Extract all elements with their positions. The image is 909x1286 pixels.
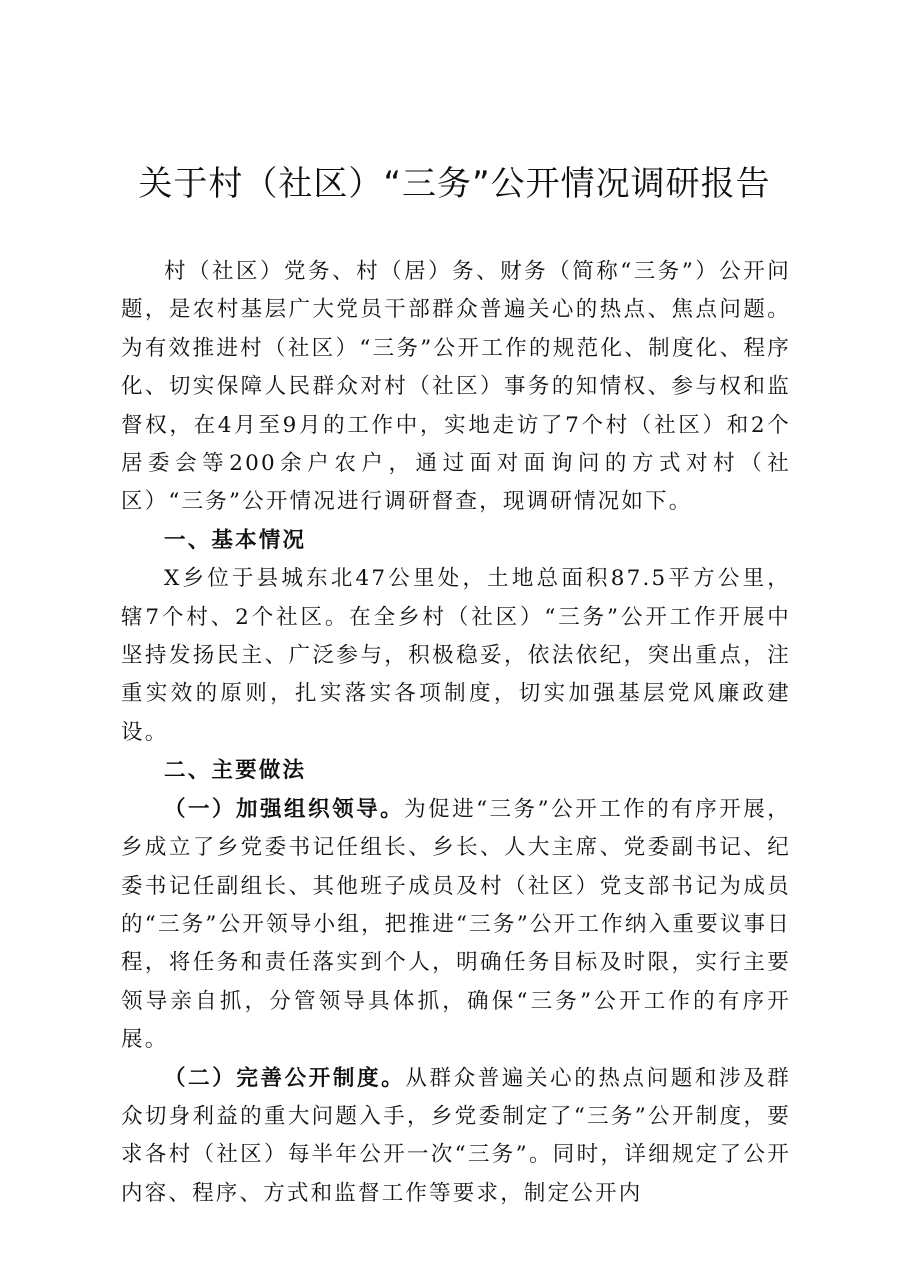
- section-heading-basic-situation: 一、基本情况: [164, 527, 307, 553]
- document-title: 关于村（社区）“三务”公开情况调研报告: [138, 164, 771, 204]
- section-heading-main-practices: 二、主要做法: [164, 758, 307, 784]
- practice-1-lead: （一）加强组织领导。: [164, 796, 405, 822]
- practice-paragraph-2: [121, 1060, 791, 1214]
- practice-1-text: 为促进“三务”公开工作的有序开展，乡成立了乡党委书记任组长、乡长、人大主席、党委副书记、纪委书记任副组长、其他班子成员及村（社区）党支部书记为成员的“三务”公开领导小组，把推进“三务”公开工作纳入重要议事日程，将任务和责任落实到个人，明确任务目标及时限，实行主要领导亲自抓，分管领导具体抓，确保“三务”公开工作的有序开展。: [121, 796, 791, 1053]
- practice-2-lead: （二）完善公开制度。: [164, 1065, 406, 1091]
- practice-paragraph-1: [121, 791, 791, 1060]
- intro-paragraph: 村（社区）党务、村（居）务、财务（简称“三务”）公开问题，是农村基层广大党员干部群众普遍关心的热点、焦点问题。为有效推进村（社区）“三务”公开工作的规范化、制度化、程序化、切实保障人民群众对村（社区）事务的知情权、参与权和监督权，在4月至9月的工作中，实地走访了7个村（社区）和2个居委会等200余户农户，通过面对面询问的方式对村（社区）“三务”公开情况进行调研督查，现调研情况如下。: [121, 259, 791, 515]
- practice-2-text: 从群众普遍关心的热点问题和涉及群众切身利益的重大问题入手，乡党委制定了“三务”公开制度，要求各村（社区）每半年公开一次“三务”。同时，详细规定了公开内容、程序、方式和监督工作等要求，制定公开内: [121, 1065, 791, 1206]
- document-body: [121, 253, 791, 1213]
- basic-situation-paragraph: X乡位于县城东北47公里处，土地总面积87.5平方公里，辖7个村、2个社区。在全乡村（社区）“三务”公开工作开展中坚持发扬民主、广泛参与，积极稳妥，依法依纪，突出重点，注重实效的原则，扎实落实各项制度，切实加强基层党风廉政建设。: [121, 566, 791, 745]
